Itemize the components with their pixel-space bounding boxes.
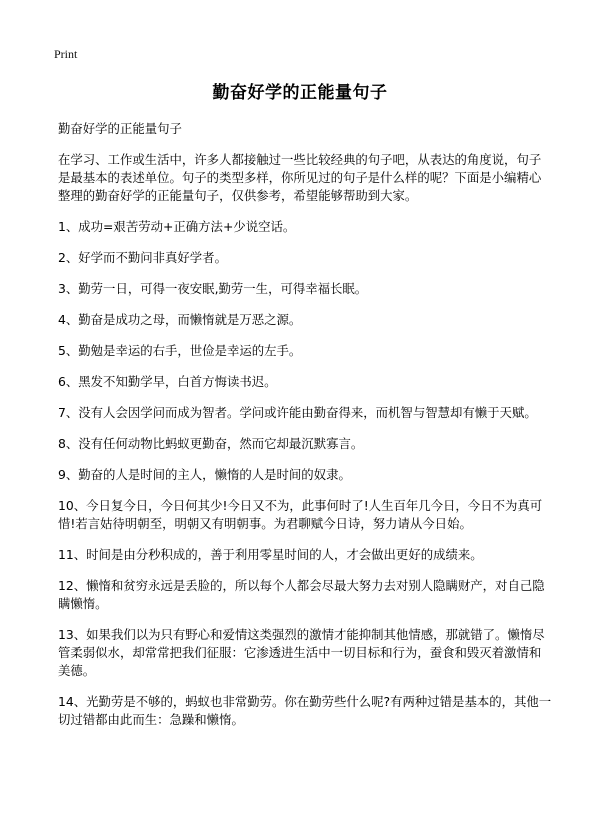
article-subtitle: 勤奋好学的正能量句子 — [58, 121, 182, 136]
quote-item-2: 2、好学而不勤问非真好学者。 — [58, 250, 227, 265]
quote-item-6: 6、黑发不知勤学早，白首方悔读书迟。 — [58, 374, 277, 389]
quote-item-13: 13、如果我们以为只有野心和爱情这类强烈的激情才能抑制其他情感，那就错了。懒惰尽管柔弱似水，却常常把我们征服：它渗透进生活中一切目标和行为，蚕食和毁灭着激情和美德。 — [58, 627, 545, 678]
page-title: 勤奋好学的正能量句子 — [212, 83, 388, 103]
print-link[interactable]: Print — [54, 47, 78, 61]
quote-item-10: 10、今日复今日，今日何其少!今日又不为，此事何时了!人生百年几今日，今日不为真可惜!若言姑待明朝至，明朝又有明朝事。为君聊赋今日诗，努力请从今日始。 — [58, 498, 543, 531]
quote-item-1: 1、成功=艰苦劳动+正确方法+少说空话。 — [58, 219, 296, 234]
quote-item-12: 12、懒惰和贫穷永远是丢脸的，所以每个人都会尽最大努力去对别人隐瞒财产，对自己隐瞒懒惰。 — [58, 578, 545, 611]
quote-item-4: 4、勤奋是成功之母，而懒惰就是万恶之源。 — [58, 312, 302, 327]
quote-item-9: 9、勤奋的人是时间的主人，懒惰的人是时间的奴隶。 — [58, 467, 351, 482]
quote-item-14: 14、光勤劳是不够的，蚂蚁也非常勤劳。你在勤劳些什么呢?有两种过错是基本的，其他一切过错都由此而生：急躁和懒惰。 — [58, 694, 552, 727]
quote-item-3: 3、勤劳一日，可得一夜安眠,勤劳一生，可得幸福长眠。 — [58, 281, 368, 296]
quote-item-8: 8、没有任何动物比蚂蚁更勤奋，然而它却最沉默寡言。 — [58, 436, 364, 451]
intro-paragraph: 在学习、工作或生活中，许多人都接触过一些比较经典的句子吧，从表达的角度说，句子是最基本的表述单位。句子的类型多样，你所见过的句子是什么样的呢？下面是小编精心整理的勤奋好学的正能量句子，仅供参考，希望能够帮助到大家。 — [58, 152, 542, 203]
quote-item-5: 5、勤勉是幸运的右手，世俭是幸运的左手。 — [58, 343, 302, 358]
article-body — [58, 120, 552, 742]
quote-item-7: 7、没有人会因学问而成为智者。学问或许能由勤奋得来，而机智与智慧却有懒于天赋。 — [58, 405, 537, 420]
quote-item-11: 11、时间是由分秒积成的，善于利用零星时间的人，才会做出更好的成绩来。 — [58, 547, 483, 562]
